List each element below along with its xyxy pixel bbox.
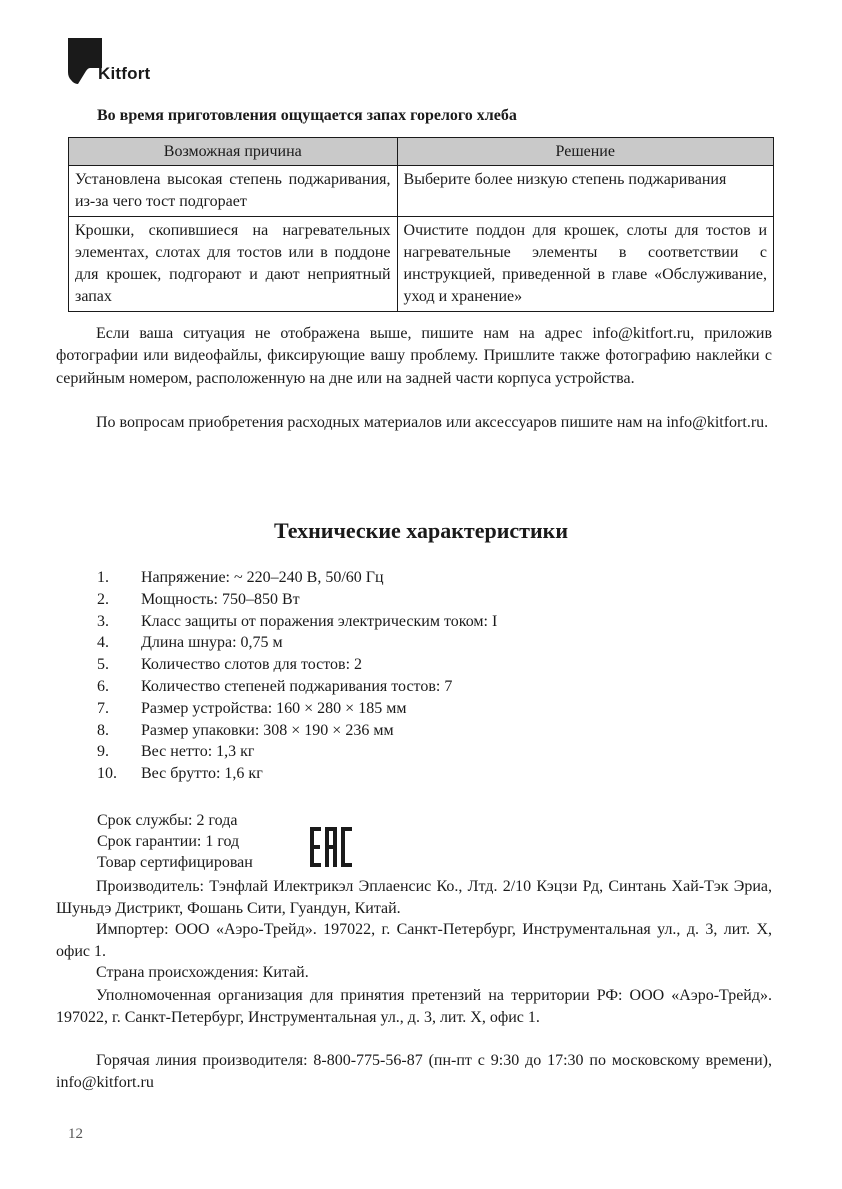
spec-text: Напряжение: ~ 220–240 В, 50/60 Гц [141,569,384,586]
spec-number: 1. [97,569,109,586]
troubleshoot-table [68,137,774,312]
page-number: 12 [68,1126,83,1142]
troubleshoot-title: Во время приготовления ощущается запах горелого хлеба [97,107,517,124]
column-header-cause: Возможная причина [69,138,398,166]
spec-number: 8. [97,721,109,739]
specs-title: Технические характеристики [273,518,569,543]
spec-text: Размер устройства: 160 × 280 × 185 мм [141,699,407,717]
cause-cell: Крошки, скопившиеся на нагревательных элементах, слотах для тостов или в поддоне для крошек, подгорают и дают неприятный запах [69,217,398,312]
spec-number: 3. [97,612,109,630]
origin-paragraph: Страна происхождения: Китай. [96,964,309,981]
spec-text: Длина шнура: 0,75 м [141,634,283,652]
solution-cell: Очистите поддон для крошек, слоты для тостов и нагревательные элементы в соответствии с инструкцией, приведенной в главе «Обслуживание, уход и хранение» [397,217,773,312]
importer-paragraph: Импортер: ООО «Аэро-Трейд». 197022, г. Санкт-Петербург, Инструментальная ул., д. 3, лит. Х, офис 1. [56,921,772,961]
spec-number: 9. [97,743,109,761]
spec-text: Размер упаковки: 308 × 190 × 236 мм [141,721,394,739]
specs-list [97,567,497,785]
contact-paragraph: Если ваша ситуация не отображена выше, пишите нам на адрес info@kitfort.ru, приложив фотографии или видеофайлы, фиксирующие вашу проблему. Пришлите также фотографию наклейки с серийным номером, расположенную на дне или на задней части корпуса устройства. [56,325,772,387]
kitfort-logo-icon [68,38,102,84]
spec-item [97,567,497,589]
table-row [69,217,774,312]
spec-item [97,741,497,763]
table-header-row [69,138,774,166]
solution-cell: Выберите более низкую степень поджаривания [397,166,773,217]
spec-item [97,676,497,698]
spec-text: Мощность: 750–850 Вт [141,590,300,608]
spec-number: 6. [97,677,109,695]
spec-number: 7. [97,699,109,717]
service-info [97,810,253,873]
accessories-paragraph: По вопросам приобретения расходных материалов или аксессуаров пишите нам на info@kitfort.ru. [96,414,769,431]
spec-item [97,763,497,785]
spec-item [97,589,497,611]
spec-text: Вес нетто: 1,3 кг [141,743,255,761]
hotline-paragraph: Горячая линия производителя: 8-800-775-56-87 (пн-пт с 9:30 до 17:30 по московскому времени), info@kitfort.ru [56,1052,772,1092]
spec-number: 5. [97,656,109,674]
spec-item [97,632,497,654]
spec-text: Класс защиты от поражения электрическим током: I [141,612,498,630]
spec-number: 2. [97,590,109,608]
cause-cell: Установлена высокая степень поджаривания, из-за чего тост подгорает [69,166,398,217]
spec-number: 10. [97,765,117,783]
spec-item [97,611,497,633]
manufacturer-paragraph: Производитель: Тэнфлай Илектрикэл Эплаенсис Ко., Лтд. 2/10 Кэцзи Рд, Синтань Хай-Тэк Эриа, Шуньдэ Дистрикт, Фошань Сити, Гуандун, Китай. [56,878,772,918]
brand-name: Kitfort [98,64,151,83]
authorized-org-paragraph: Уполномоченная организация для принятия претензий на территории РФ: ООО «Аэро-Трейд». 197022, г. Санкт-Петербург, Инструментальная ул., д. 3, лит. Х, офис 1. [56,987,772,1027]
spec-item [97,720,497,742]
table-row [69,166,774,217]
spec-number: 4. [97,634,109,652]
spec-text: Вес брутто: 1,6 кг [141,765,263,783]
certification-note: Товар сертифицирован [97,854,253,871]
service-life: Срок службы: 2 года [97,812,238,829]
spec-text: Количество слотов для тостов: 2 [141,656,363,674]
kitfort-logo [68,38,151,89]
spec-text: Количество степеней поджаривания тостов: 7 [141,677,453,695]
warranty-period: Срок гарантии: 1 год [97,833,240,850]
spec-item [97,654,497,676]
column-header-solution: Решение [397,138,773,166]
spec-item [97,698,497,720]
eac-mark-icon [310,827,352,867]
